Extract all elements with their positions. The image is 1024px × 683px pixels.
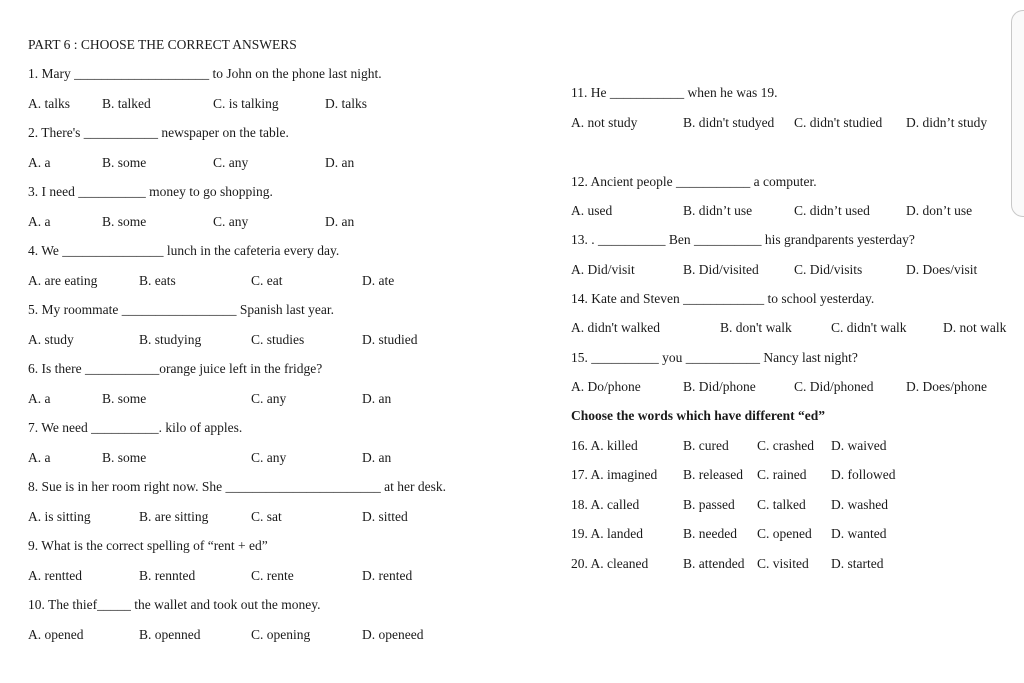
question-11: 11. He ___________ when he was 19.	[571, 85, 778, 100]
option-6d: D. an	[362, 391, 392, 406]
ed-17d: D. followed	[831, 467, 896, 482]
option-11b: B. didn't studyed	[683, 115, 775, 130]
ed-19b: B. needed	[683, 526, 737, 541]
ed-17c: C. rained	[757, 467, 807, 482]
option-2d: D. an	[325, 155, 355, 170]
option-7c: C. any	[251, 450, 287, 465]
option-1b: B. talked	[102, 96, 151, 111]
option-3d: D. an	[325, 214, 355, 229]
option-10b: B. openned	[139, 627, 201, 642]
option-4a: A. are eating	[28, 273, 98, 288]
question-2: 2. There's ___________ newspaper on the table.	[28, 125, 289, 140]
worksheet-title: PART 6 : CHOOSE THE CORRECT ANSWERS	[28, 37, 297, 52]
option-13b: B. Did/visited	[683, 262, 759, 277]
option-9c: C. rente	[251, 568, 294, 583]
ed-20b: B. attended	[683, 556, 745, 571]
option-15d: D. Does/phone	[906, 379, 987, 394]
ed-18d: D. washed	[831, 497, 888, 512]
ed-17a: 17. A. imagined	[571, 467, 658, 482]
option-11a: A. not study	[571, 115, 638, 130]
option-8c: C. sat	[251, 509, 282, 524]
option-13d: D. Does/visit	[906, 262, 978, 277]
question-7: 7. We need __________. kilo of apples.	[28, 420, 243, 435]
ed-20a: 20. A. cleaned	[571, 556, 649, 571]
ed-16b: B. cured	[683, 438, 729, 453]
option-15c: C. Did/phoned	[794, 379, 874, 394]
question-15: 15. __________ you ___________ Nancy last night?	[571, 350, 858, 365]
option-3b: B. some	[102, 214, 147, 229]
question-14: 14. Kate and Steven ____________ to school yesterday.	[571, 291, 875, 306]
ed-18c: C. talked	[757, 497, 806, 512]
option-6b: B. some	[102, 391, 147, 406]
option-14c: C. didn't walk	[831, 320, 907, 335]
ed-18a: 18. A. called	[571, 497, 640, 512]
question-6: 6. Is there ___________orange juice left in the fridge?	[28, 361, 323, 376]
page-edge-tab	[1011, 10, 1024, 217]
option-11d: D. didn’t study	[906, 115, 988, 130]
question-3: 3. I need __________ money to go shopping.	[28, 184, 273, 199]
question-4: 4. We _______________ lunch in the cafeteria every day.	[28, 243, 340, 258]
question-1: 1. Mary ____________________ to John on the phone last night.	[28, 66, 382, 81]
option-11c: C. didn't studied	[794, 115, 883, 130]
option-15b: B. Did/phone	[683, 379, 756, 394]
option-6a: A. a	[28, 391, 51, 406]
option-4c: C. eat	[251, 273, 283, 288]
ed-16c: C. crashed	[757, 438, 814, 453]
option-14d: D. not walk	[943, 320, 1007, 335]
option-12a: A. used	[571, 203, 613, 218]
option-3c: C. any	[213, 214, 249, 229]
ed-19d: D. wanted	[831, 526, 887, 541]
option-9b: B. rennted	[139, 568, 196, 583]
question-10: 10. The thief_____ the wallet and took out the money.	[28, 597, 321, 612]
option-9d: D. rented	[362, 568, 413, 583]
option-5d: D. studied	[362, 332, 418, 347]
ed-19c: C. opened	[757, 526, 812, 541]
ed-20c: C. visited	[757, 556, 809, 571]
option-8b: B. are sitting	[139, 509, 209, 524]
ed-16d: D. waived	[831, 438, 887, 453]
option-13c: C. Did/visits	[794, 262, 863, 277]
option-7b: B. some	[102, 450, 147, 465]
option-6c: C. any	[251, 391, 287, 406]
option-2b: B. some	[102, 155, 147, 170]
option-4b: B. eats	[139, 273, 176, 288]
option-7d: D. an	[362, 450, 392, 465]
option-14b: B. don't walk	[720, 320, 792, 335]
option-1a: A. talks	[28, 96, 70, 111]
ed-17b: B. released	[683, 467, 743, 482]
option-4d: D. ate	[362, 273, 395, 288]
option-10a: A. opened	[28, 627, 84, 642]
option-10d: D. openeed	[362, 627, 424, 642]
option-12b: B. didn’t use	[683, 203, 753, 218]
option-2a: A. a	[28, 155, 51, 170]
option-1c: C. is talking	[213, 96, 279, 111]
option-13a: A. Did/visit	[571, 262, 635, 277]
option-5a: A. study	[28, 332, 74, 347]
option-15a: A. Do/phone	[571, 379, 641, 394]
option-5c: C. studies	[251, 332, 305, 347]
option-7a: A. a	[28, 450, 51, 465]
option-8a: A. is sitting	[28, 509, 91, 524]
option-10c: C. opening	[251, 627, 311, 642]
option-1d: D. talks	[325, 96, 367, 111]
ed-16a: 16. A. killed	[571, 438, 638, 453]
option-2c: C. any	[213, 155, 249, 170]
option-14a: A. didn't walked	[571, 320, 661, 335]
question-12: 12. Ancient people ___________ a computer.	[571, 174, 817, 189]
option-3a: A. a	[28, 214, 51, 229]
question-9: 9. What is the correct spelling of “rent + ed”	[28, 538, 268, 553]
option-8d: D. sitted	[362, 509, 408, 524]
ed-20d: D. started	[831, 556, 884, 571]
option-5b: B. studying	[139, 332, 202, 347]
question-5: 5. My roommate _________________ Spanish last year.	[28, 302, 334, 317]
option-12c: C. didn’t used	[794, 203, 870, 218]
option-12d: D. don’t use	[906, 203, 973, 218]
ed-19a: 19. A. landed	[571, 526, 643, 541]
question-8: 8. Sue is in her room right now. She _______________________ at her desk.	[28, 479, 446, 494]
question-13: 13. . __________ Ben __________ his grandparents yesterday?	[571, 232, 915, 247]
ed-18b: B. passed	[683, 497, 735, 512]
section-2-title: Choose the words which have different “ed”	[571, 408, 825, 423]
option-9a: A. rentted	[28, 568, 82, 583]
